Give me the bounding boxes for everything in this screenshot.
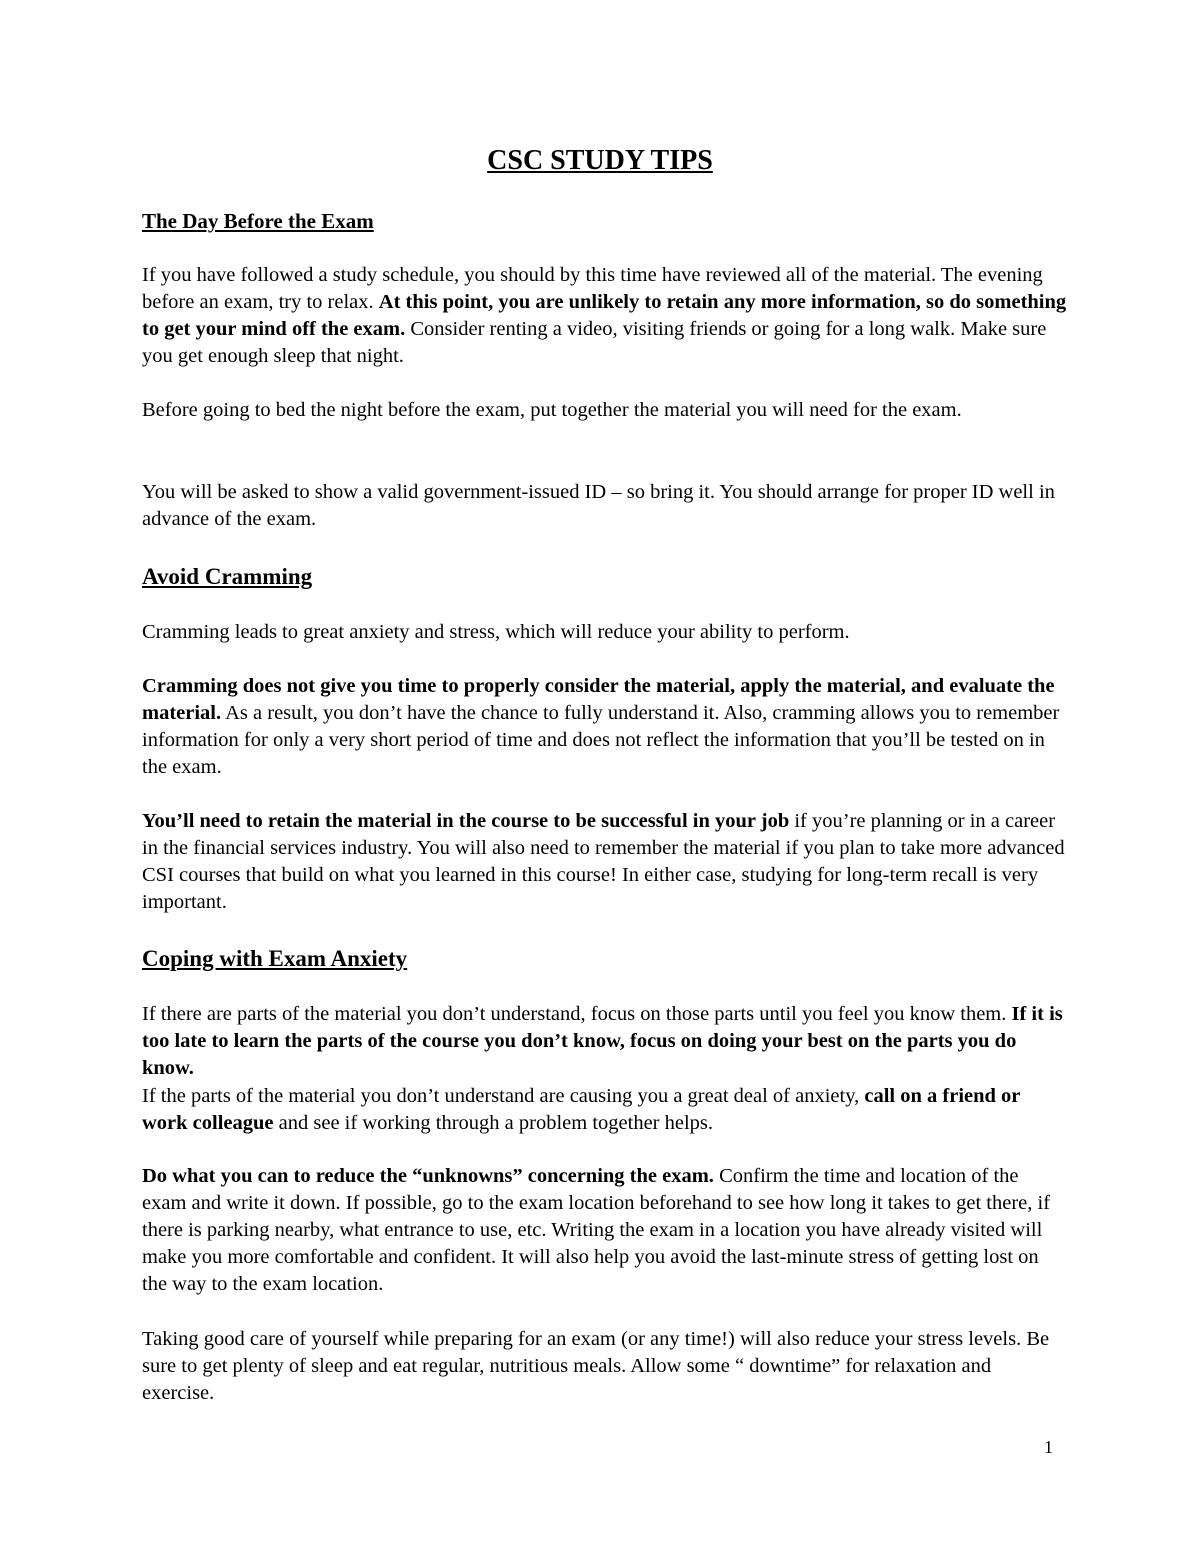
paragraph-coping-2 <box>142 1083 1067 1137</box>
paragraph-bold-text: Do what you can to reduce the “unknowns” concerning the exam. <box>142 1165 714 1187</box>
paragraph-avoid-cramming-1: Cramming leads to great anxiety and stress, which will reduce your ability to perform. <box>142 621 850 643</box>
section-heading-day-before: The Day Before the Exam <box>142 209 374 233</box>
paragraph-bold-text: Cramming does not give you time to properly consider the material, apply the material, and evaluate the material. <box>142 675 1055 724</box>
document-title <box>0 143 1200 179</box>
paragraph-text: Confirm the time and location of the exam and write it down. If possible, go to the exam location beforehand to see how long it takes to get there, if there is parking nearby, what entrance to use, etc. Writing the exam in a location you have already visited will make you more comfortable and confident. It will also help you avoid the last-minute stress of getting lost on the way to the exam location. <box>142 1165 1051 1295</box>
paragraph-coping-1 <box>142 1001 1067 1082</box>
paragraph-avoid-cramming-3 <box>142 808 1067 916</box>
section-heading-avoid-cramming: Avoid Cramming <box>142 564 313 589</box>
paragraph-bold-text: If it is too late to learn the parts of the course you don’t know, focus on doing your best on the parts you do know. <box>142 1003 1063 1079</box>
paragraph-text: If the parts of the material you don’t understand are causing you a great deal of anxiety, <box>142 1085 865 1107</box>
paragraph-text: If there are parts of the material you don’t understand, focus on those parts until you feel you know them. <box>142 1003 1012 1025</box>
paragraph-coping-4: Taking good care of yourself while preparing for an exam (or any time!) will also reduce your stress levels. Be sure to get plenty of sleep and eat regular, nutritious meals. Allow some “ downtime” for relaxation and exercise. <box>142 1328 1050 1404</box>
paragraph-bold-text: call on a friend or work colleague <box>142 1085 1021 1134</box>
paragraph-text: if you’re planning or in a career in the financial services industry. You will also need to remember the material if you plan to take more advanced CSI courses that build on what you learned in this course! In either case, studying for long-term recall is very important. <box>142 810 1065 913</box>
paragraph-coping-3 <box>142 1163 1067 1298</box>
paragraph-day-before-1 <box>142 262 1067 370</box>
paragraph-bold-text: You’ll need to retain the material in the course to be successful in your job <box>142 810 790 832</box>
paragraph-avoid-cramming-2 <box>142 673 1067 781</box>
document-title-text: CSC STUDY TIPS <box>487 145 713 176</box>
paragraph-day-before-3: You will be asked to show a valid government-issued ID – so bring it. You should arrange for proper ID well in advance of the exam. <box>142 481 1055 530</box>
page-number: 1 <box>1044 1437 1053 1457</box>
paragraph-text: If you have followed a study schedule, you should by this time have reviewed all of the material. The evening before an exam, try to relax. <box>142 264 1043 313</box>
paragraph-text: Consider renting a video, visiting friends or going for a long walk. Make sure you get enough sleep that night. <box>142 318 1047 367</box>
paragraph-text: As a result, you don’t have the chance to fully understand it. Also, cramming allows you to remember information for only a very short period of time and does not reflect the information that you’ll be tested on in the exam. <box>142 702 1060 778</box>
paragraph-day-before-2: Before going to bed the night before the exam, put together the material you will need for the exam. <box>142 399 962 421</box>
paragraph-text: and see if working through a problem together helps. <box>273 1112 714 1134</box>
paragraph-bold-text: At this point, you are unlikely to retain any more information, so do something to get your mind off the exam. <box>142 291 1067 340</box>
section-heading-coping: Coping with Exam Anxiety <box>142 946 408 971</box>
